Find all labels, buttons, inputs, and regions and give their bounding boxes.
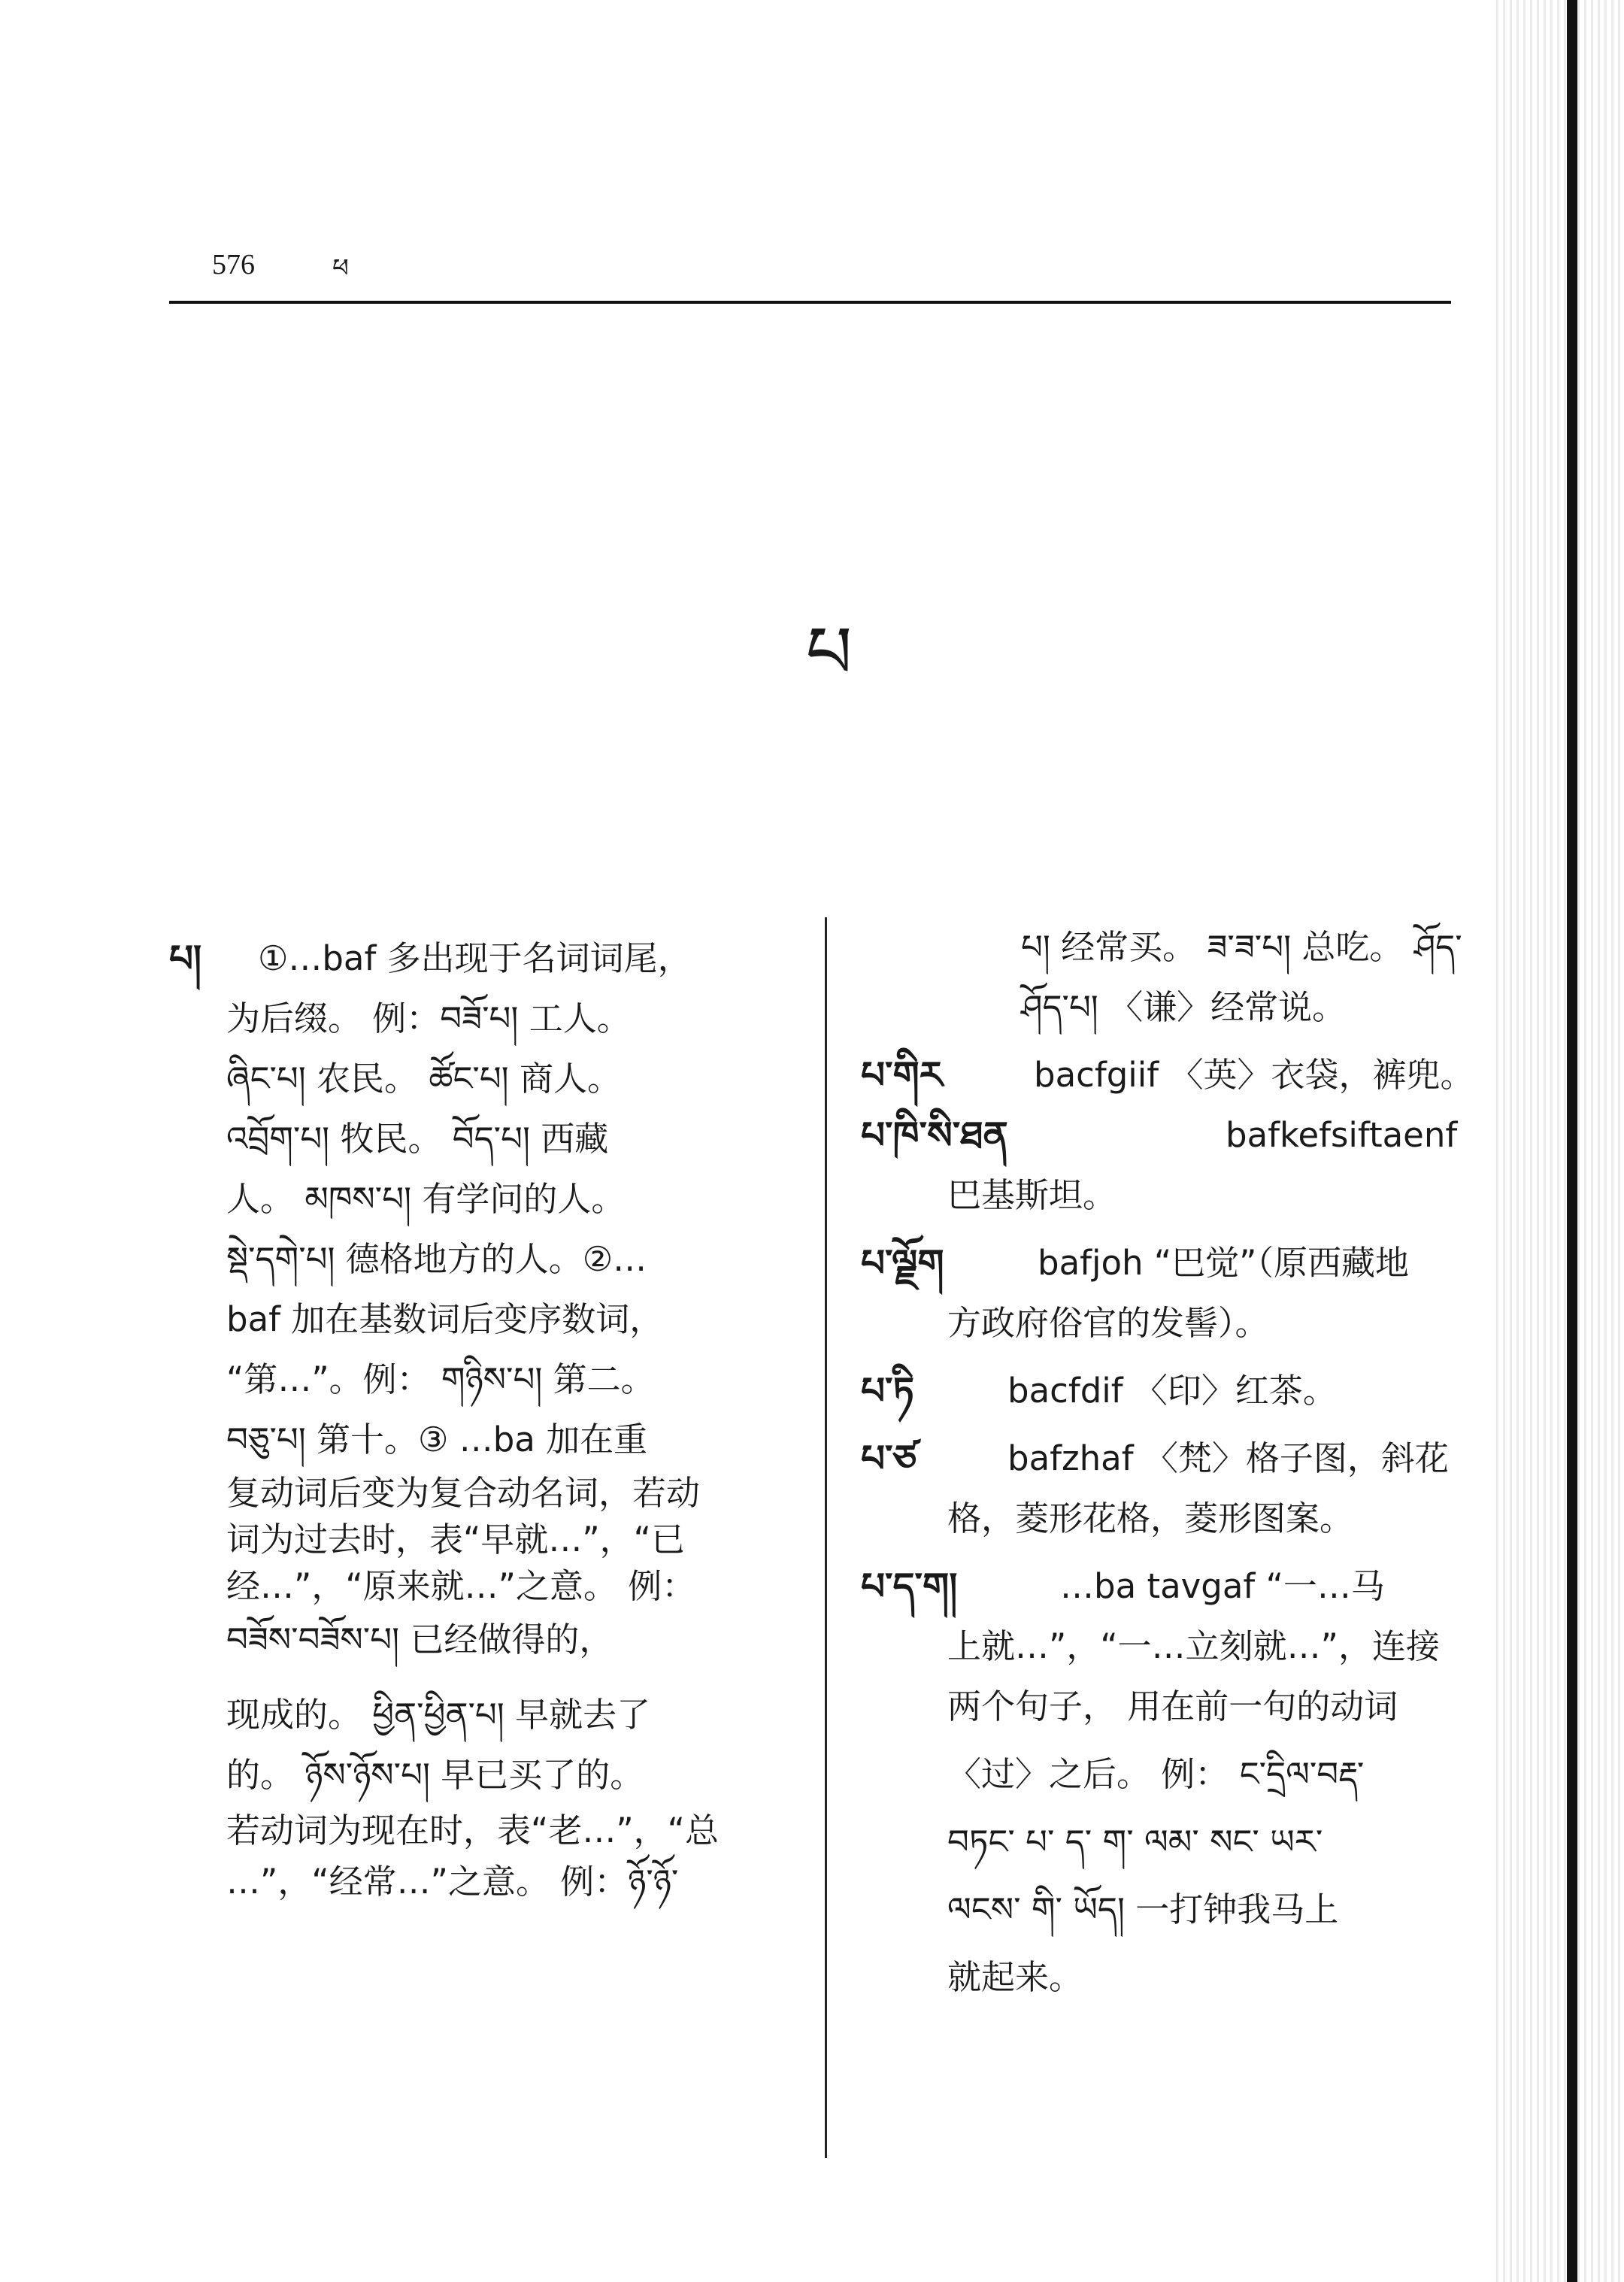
definition-line: འབྲོག་པ། 牧民。 བོད་པ། 西藏 [226, 1119, 609, 1159]
definition-line: བཏང་ པ་ ད་ ག་ ལམ་ སང་ ཡར་ [947, 1822, 1323, 1862]
definition-line: 词为过去时，表“早就…”，“已 [226, 1520, 685, 1559]
entry-definition [226, 929, 812, 1908]
definition-line: 上就…”，“一…立刻就…”，连接 [947, 1626, 1440, 1666]
entry-headword: པ་ལྗོག [861, 1241, 944, 1285]
definition-line: 〈过〉之后。 例： ང་དྲིལ་བརྡ་ [947, 1754, 1365, 1794]
continuation-text [861, 917, 1485, 1038]
definition-line: …”，“经常…”之意。 例：ཉོ་ཉོ་ [226, 1862, 679, 1902]
entry-headword: པ་ཙ [861, 1436, 917, 1480]
definition-line: 人。 མཁས་པ། 有学问的人。 [226, 1179, 626, 1219]
book-binding-line [1567, 0, 1577, 2282]
definition-line: བཅུ་པ། 第十。③ …ba 加在重 [226, 1420, 648, 1459]
definition-line: 复动词后变为复合动名词，若动 [226, 1473, 701, 1513]
right-column [861, 917, 1485, 2008]
dictionary-entry [861, 1429, 1485, 1549]
definition-line: 两个句子， 用在前一句的动词 [947, 1686, 1398, 1726]
definition-line: ཞིང་པ། 农民。 ཚོང་པ། 商人。 [226, 1059, 621, 1099]
dictionary-entry [861, 1556, 1485, 2008]
definition-line: bacfdif 〈印〉红茶。 [1007, 1371, 1337, 1411]
definition-line: ①…baf 多出现于名词词尾， [258, 938, 692, 978]
definition-line: བཟོས་བཟོས་པ། 已经做得的， [226, 1620, 614, 1659]
dictionary-entry [861, 1233, 1485, 1353]
dictionary-entry [861, 1045, 1485, 1105]
definition-line: baf 加在基数词后变序数词， [226, 1299, 664, 1339]
page-number: 576 [212, 249, 255, 280]
definition-line: 方政府俗官的发髻）。 [947, 1303, 1269, 1343]
entry-headword: པ་ཁི་སི་ཐན [861, 1113, 1008, 1157]
entry-headword: པ་གིར [861, 1053, 943, 1097]
definition-line: bafjoh “巴觉”（原西藏地 [1038, 1243, 1409, 1283]
definition-line: ཤོད་པ། 〈谦〉经常说。 [1021, 987, 1347, 1027]
dictionary-entry [861, 1361, 1485, 1421]
definition-line: ལངས་ གི་ ཡོད། 一打钟我马上 [947, 1890, 1339, 1929]
definition-line: bacfgiif 〈英〉衣袋，裤兜。 [1034, 1055, 1474, 1095]
dictionary-entry [861, 1105, 1485, 1226]
section-letter: པ [806, 611, 853, 695]
definition-line: སྡེ་དགེ་པ། 德格地方的人。②… [226, 1239, 647, 1279]
left-column [169, 929, 812, 1908]
definition-line: bafzhaf 〈梵〉格子图，斜花 [1007, 1438, 1449, 1478]
entry-headword: པ། [169, 936, 202, 980]
definition-line: “第…”。例： གཉིས་པ། 第二。 [226, 1359, 655, 1399]
definition-line: 为后缀。 例：བཟོ་པ། 工人。 [226, 999, 631, 1038]
definition-line: 巴基斯坦。 [947, 1175, 1117, 1215]
running-head-letter: ཕ [332, 253, 349, 283]
scan-edge-shadow [1496, 0, 1624, 2282]
definition-line: 就起来。 [947, 1957, 1083, 1997]
definition-line: 现成的。 ཕྱིན་ཕྱིན་པ། 早就去了 [226, 1695, 651, 1735]
dictionary-entry [169, 929, 812, 1908]
definition-line: 若动词为现在时，表“老…”，“总 [226, 1811, 719, 1850]
definition-line: 经…”，“原来就…”之意。 例： [226, 1566, 696, 1606]
definition-line: bafkefsiftaenf [1226, 1115, 1458, 1155]
definition-line: 格，菱形花格，菱形图案。 [947, 1499, 1354, 1538]
column-divider [825, 917, 827, 2158]
definition-line: 的。 ཉོས་ཉོས་པ། 早已买了的。 [226, 1755, 644, 1795]
header-rule [169, 301, 1451, 304]
definition-line: པ། 经常买。 ཟ་ཟ་པ། 总吃。 ཤོད་ [1021, 927, 1462, 967]
definition-line: …ba tavgaf “一…马 [1060, 1566, 1385, 1606]
entry-headword: པ་ཏི [861, 1368, 914, 1413]
entry-headword: པ་ད་ག། [861, 1564, 958, 1608]
